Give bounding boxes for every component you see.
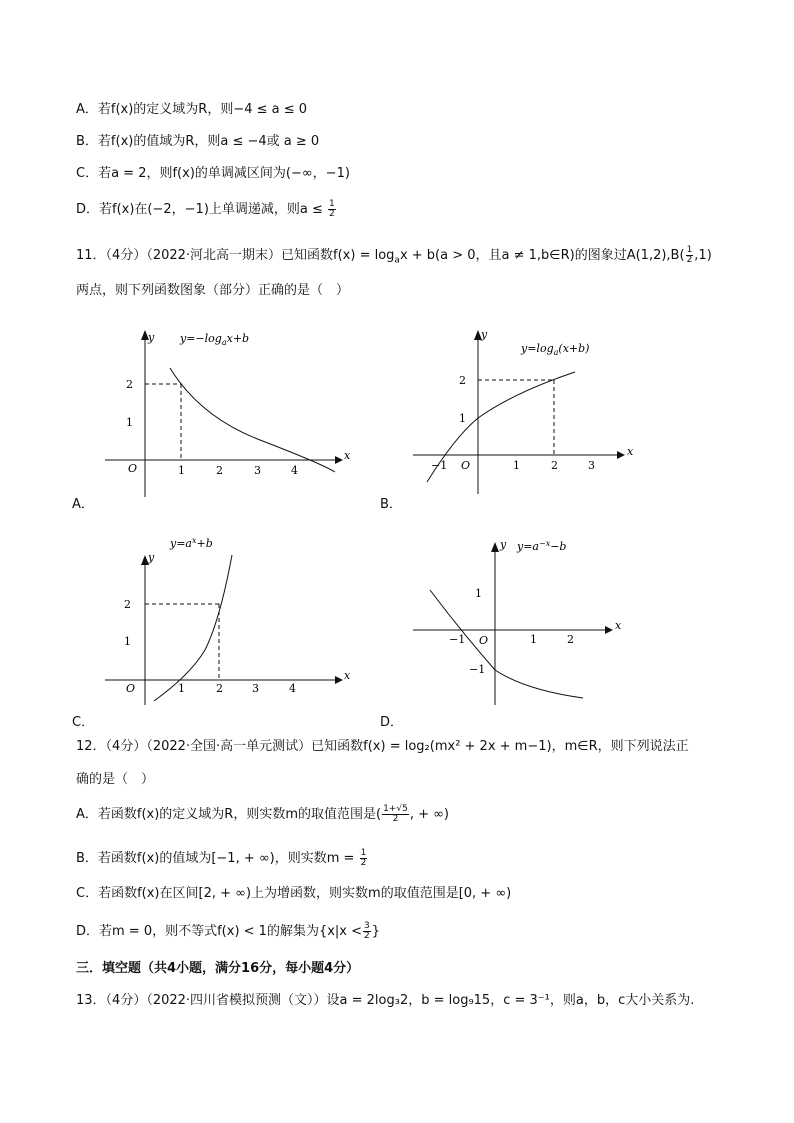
x-axis-label: x xyxy=(627,445,634,458)
graph-c-label: C． xyxy=(72,715,95,730)
y-tick: 1 xyxy=(126,416,133,429)
y-tick: 1 xyxy=(124,635,131,648)
origin-label: O xyxy=(126,682,136,695)
y-axis-label: y xyxy=(500,538,507,551)
q10-option-d: D．若f(x)在(−2，−1)上单调递减，则a ≤ $\frac{1}{2}$ xyxy=(76,199,335,219)
q12-option-c: C．若函数f(x)在区间[2, + ∞)上为增函数，则实数m的取值范围是[0, + ∞) xyxy=(76,886,512,901)
graph-c xyxy=(90,535,360,714)
graph-b xyxy=(405,322,645,511)
x-axis-label: x xyxy=(344,669,351,682)
graph-title: $y=a^x+b$ xyxy=(170,536,213,550)
graph-a xyxy=(90,322,360,511)
q13-stem: 13．（4分）（2022·四川省模拟预测（文））设a = 2log₃2，b = log₉15，c = 3⁻¹，则a，b，c大小关系为. xyxy=(76,993,695,1008)
origin-label: O xyxy=(128,462,138,475)
y-tick: 2 xyxy=(124,598,131,611)
y-axis-label: y xyxy=(148,331,155,344)
fraction: $\frac{3}{2}$ xyxy=(364,921,370,941)
y-tick: 1 xyxy=(475,587,482,600)
x-tick: 1 xyxy=(178,464,185,477)
q12-option-a: A．若函数f(x)的定义域为R，则实数m的取值范围是( $\frac{1+√5}{2}$ , + ∞) xyxy=(76,804,450,824)
x-tick: 2 xyxy=(567,633,574,646)
graph-d xyxy=(405,530,645,714)
graph-b-label: B． xyxy=(380,497,402,512)
origin-label: O xyxy=(479,634,489,647)
x-tick: 2 xyxy=(216,682,223,695)
q12-option-d: D．若m = 0，则不等式f(x) < 1的解集为{x|x < $\frac{3}{2}$ } xyxy=(76,921,381,941)
q12-stem-line2: 确的是（ ） xyxy=(76,772,155,787)
x-tick: 4 xyxy=(289,682,296,695)
y-tick: 2 xyxy=(126,378,133,391)
graph-title: $y=a^{-x}-b$ xyxy=(517,539,567,553)
fraction: $\frac{1}{2}$ xyxy=(329,199,335,219)
q12-option-b: B．若函数f(x)的值域为[−1, + ∞)，则实数m = $\frac{1}{2}$ xyxy=(76,848,367,868)
x-tick: 1 xyxy=(513,459,520,472)
y-tick: −1 xyxy=(469,663,486,676)
y-axis-label: y xyxy=(148,551,155,564)
x-axis-label: x xyxy=(344,449,351,462)
q12-stem-line1: 12．（4分）（2022·全国·高一单元测试）已知函数f(x) = log₂(mx² + 2x + m−1)，m∈R，则下列说法正 xyxy=(76,739,689,754)
fraction: $\frac{1}{2}$ xyxy=(686,245,693,265)
x-tick: 2 xyxy=(216,464,223,477)
graph-title: $y=\log_a(x+b)$ xyxy=(521,342,590,357)
y-axis-label: y xyxy=(481,328,488,341)
graph-title: $y=-\log_ax+b$ xyxy=(180,332,250,347)
x-tick: −1 xyxy=(449,633,466,646)
x-tick: 3 xyxy=(252,682,259,695)
fraction: $\frac{1+√5}{2}$ xyxy=(383,804,408,824)
q10-option-c: C．若a = 2，则f(x)的单调减区间为(−∞，−1) xyxy=(76,166,350,181)
x-tick: 3 xyxy=(588,459,595,472)
q10-option-b: B．若f(x)的值域为R，则a ≤ −4或 a ≥ 0 xyxy=(76,134,320,149)
x-tick: 4 xyxy=(291,464,298,477)
q10-option-a: A．若f(x)的定义域为R，则−4 ≤ a ≤ 0 xyxy=(76,102,308,117)
y-tick: 1 xyxy=(459,412,466,425)
y-tick: 2 xyxy=(459,374,466,387)
x-tick: −1 xyxy=(431,459,448,472)
q11-stem-line2: 两点，则下列函数图象（部分）正确的是（ ） xyxy=(76,283,350,298)
x-axis-label: x xyxy=(615,619,622,632)
x-tick: 2 xyxy=(551,459,558,472)
section-heading: 三．填空题（共4小题，满分16分，每小题4分） xyxy=(76,961,360,976)
fraction: $\frac{1}{2}$ xyxy=(360,848,367,868)
graph-a-label: A． xyxy=(72,497,94,512)
x-tick: 3 xyxy=(254,464,261,477)
x-tick: 1 xyxy=(178,682,185,695)
q11-stem-line1: 11．（4分）（2022·河北高一期末）已知函数$f(x) = \log_ax + b(a > 0$，且a ≠ 1,b∈R)的图象过A(1,2),B( $\frac{1}{2}$ ,1) xyxy=(76,245,712,266)
graph-d-label: D． xyxy=(380,715,404,730)
x-tick: 1 xyxy=(530,633,537,646)
origin-label: O xyxy=(461,459,471,472)
